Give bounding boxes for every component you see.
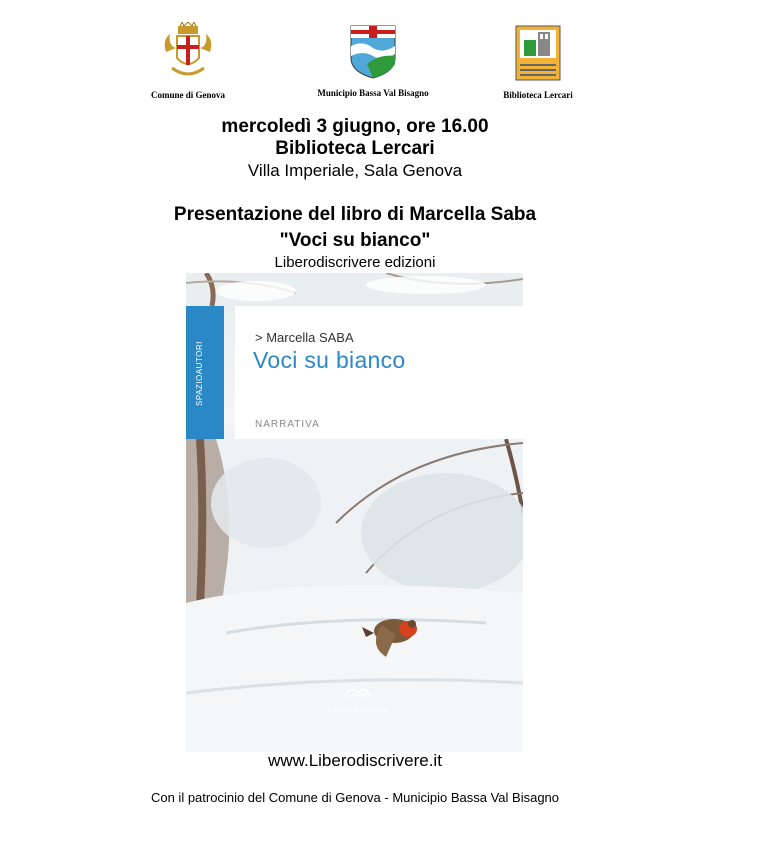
series-label: SPAZIOAUTORI [195, 341, 204, 406]
logo-caption: Comune di Genova [150, 90, 225, 100]
book-cover [186, 273, 523, 752]
cover-genre: NARRATIVA [255, 419, 320, 430]
website-link[interactable]: www.Liberodiscrivere.it [268, 751, 442, 770]
municipio-crest-icon [349, 24, 397, 80]
publisher-name: Liberodiscrivere [328, 704, 388, 714]
logo-comune-genova [138, 22, 238, 100]
cover-title: Voci su bianco [253, 347, 406, 373]
logo-municipio [313, 24, 433, 98]
patronage-footer: Con il patrocinio del Comune di Genova - Municipio Bassa Val Bisagno [150, 790, 560, 805]
coat-of-arms-icon [158, 22, 218, 82]
library-building-icon [514, 24, 562, 82]
logo-caption: Biblioteca Lercari [503, 90, 573, 100]
presentation-heading: Presentazione del libro di Marcella Saba [173, 204, 537, 225]
series-stripe [186, 306, 224, 439]
event-place: Biblioteca Lercari [275, 138, 435, 159]
publisher-pages-icon [343, 683, 373, 701]
publisher-line: Liberodiscrivere edizioni [274, 254, 436, 271]
logo-caption: Municipio Bassa Val Bisagno [317, 88, 429, 98]
publisher-logo [318, 683, 398, 714]
book-title-heading: "Voci su bianco" [279, 230, 431, 251]
event-date: mercoledì 3 giugno, ore 16.00 [221, 116, 489, 137]
cover-title-panel [235, 306, 523, 439]
cover-author: > Marcella SABA [255, 330, 354, 345]
logo-biblioteca-lercari [488, 24, 588, 100]
event-room: Villa Imperiale, Sala Genova [247, 161, 463, 180]
